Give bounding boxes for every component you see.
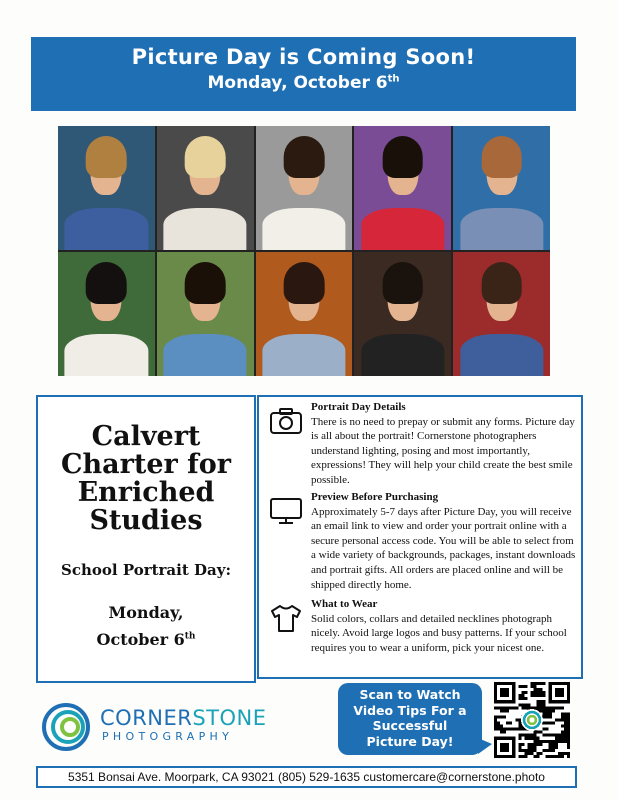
brand-name: CORNERSTONE bbox=[100, 706, 267, 730]
school-name: Calvert Charter for Enriched Studies bbox=[61, 421, 231, 536]
school-info-box bbox=[36, 395, 256, 683]
camera-icon bbox=[269, 406, 303, 436]
callout-tail bbox=[478, 738, 492, 754]
student-photo bbox=[58, 126, 155, 250]
brand-subtitle: PHOTOGRAPHY bbox=[102, 730, 234, 743]
section-preview-before-purchasing bbox=[259, 490, 581, 595]
header-banner bbox=[31, 37, 576, 111]
monitor-icon bbox=[269, 496, 303, 526]
student-photo-grid bbox=[58, 126, 550, 376]
section-body: Approximately 5-7 days after Picture Day, you will receive an email link to view and order your portrait online with a secure personal access code. You will be able to select from a wide variety of backgrounds, packages, instant downloads and portrait gifts. All orders are placed online and will be shipped directly home. bbox=[311, 505, 576, 591]
section-title: Portrait Day Details bbox=[311, 401, 406, 413]
student-photo bbox=[256, 252, 353, 376]
section-body: Solid colors, collars and detailed necklines photograph nicely. Avoid large logos and busy patterns. If your school requires you to wear a uniform, pick your nicest one. bbox=[311, 612, 567, 654]
student-photo bbox=[453, 126, 550, 250]
banner-title: Picture Day is Coming Soon! bbox=[131, 45, 476, 69]
portrait-day-label: School Portrait Day: bbox=[61, 561, 231, 579]
section-what-to-wear bbox=[259, 597, 581, 675]
video-tips-callout: Scan to Watch Video Tips For a Successful Picture Day! bbox=[338, 683, 482, 755]
section-title: Preview Before Purchasing bbox=[311, 491, 439, 503]
section-body: There is no need to prepay or submit any forms. Picture day is all about the portrait! Cornerstone photographers understand lighting, posing and most importantly, expressions! They will help your child create the best smile possible. bbox=[311, 415, 575, 486]
student-photo bbox=[157, 126, 254, 250]
student-photo bbox=[256, 126, 353, 250]
cornerstone-logo-icon bbox=[40, 700, 100, 754]
banner-date: Monday, October 6th bbox=[207, 73, 400, 93]
student-photo bbox=[157, 252, 254, 376]
section-portrait-day-details bbox=[259, 400, 581, 490]
contact-footer: 5351 Bonsai Ave. Moorpark, CA 93021 (805) 529-1635 customercare@cornerstone.photo bbox=[36, 766, 577, 788]
portrait-day-date: October 6th bbox=[96, 630, 196, 649]
qr-code-icon[interactable] bbox=[494, 682, 570, 758]
student-photo bbox=[58, 252, 155, 376]
tshirt-icon bbox=[269, 603, 303, 633]
section-title: What to Wear bbox=[311, 598, 378, 610]
student-photo bbox=[354, 252, 451, 376]
portrait-day-weekday: Monday, bbox=[108, 603, 184, 622]
details-box bbox=[257, 395, 583, 679]
student-photo bbox=[354, 126, 451, 250]
student-photo bbox=[453, 252, 550, 376]
